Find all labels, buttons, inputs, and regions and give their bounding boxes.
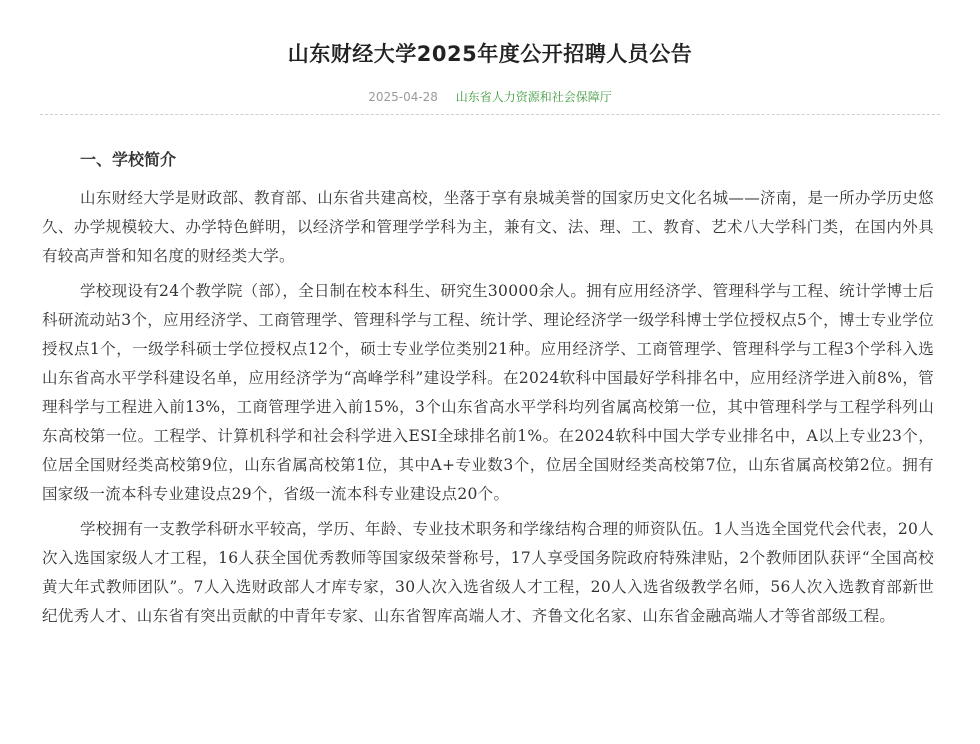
header-divider xyxy=(40,114,940,115)
source-link[interactable]: 山东省人力资源和社会保障厅 xyxy=(455,90,612,104)
article-title: 山东财经大学2025年度公开招聘人员公告 xyxy=(287,42,693,66)
paragraph-disciplines: 学校现设有24个教学院（部），全日制在校本科生、研究生30000余人。拥有应用经济学、管理科学与工程、统计学博士后科研流动站3个，应用经济学、工商管理学、管理科学与工程、统计学、理论经济学一级学科博士学位授权点5个，博士专业学位授权点1个，一级学科硕士学位授权点12个，硕士专业学位类别21种。应用经济学、工商管理学、管理科学与工程3个学科入选山东省高水平学科建设名单，应用经济学为“高峰学科”建设学科。在2024软科中国最好学科排名中，应用经济学进入前8%，管理科学与工程进入前13%，工商管理学进入前15%，3个山东省高水平学科均列省属高校第一位，其中管理科学与工程学科列山东高校第一位。工程学、计算机科学和社会科学进入ESI全球排名前1%。在2024软科中国大学专业排名中，A以上专业23个，位居全国财经类高校第9位，山东省属高校第1位，其中A+专业数3个，位居全国财经类高校第7位，山东省属高校第2位。拥有国家级一流本科专业建设点29个，省级一流本科专业建设点20个。 xyxy=(42,282,934,503)
paragraph-faculty: 学校拥有一支教学科研水平较高，学历、年龄、专业技术职务和学缘结构合理的师资队伍。1人当选全国党代会代表，20人次入选国家级人才工程，16人获全国优秀教师等国家级荣誉称号，17人享受国务院政府特殊津贴，2个教师团队获评“全国高校黄大年式教师团队”。7人入选财政部人才库专家，30人次入选省级人才工程，20人入选省级教学名师，56人次入选教育部新世纪优秀人才、山东省有突出贡献的中青年专家、山东省智库高端人才、齐鲁文化名家、山东省金融高端人才等省部级工程。 xyxy=(42,520,934,625)
paragraph-school-overview: 山东财经大学是财政部、教育部、山东省共建高校，坐落于享有泉城美誉的国家历史文化名城——济南，是一所办学历史悠久、办学规模较大、办学特色鲜明，以经济学和管理学学科为主，兼有文、法、理、工、教育、艺术八大学科门类，在国内外具有较高声誉和知名度的财经类大学。 xyxy=(42,189,934,265)
article-body xyxy=(42,146,934,637)
publish-date: 2025-04-28 xyxy=(368,90,438,104)
section-heading-school-intro: 一、学校简介 xyxy=(80,150,177,169)
article-meta xyxy=(0,88,980,105)
